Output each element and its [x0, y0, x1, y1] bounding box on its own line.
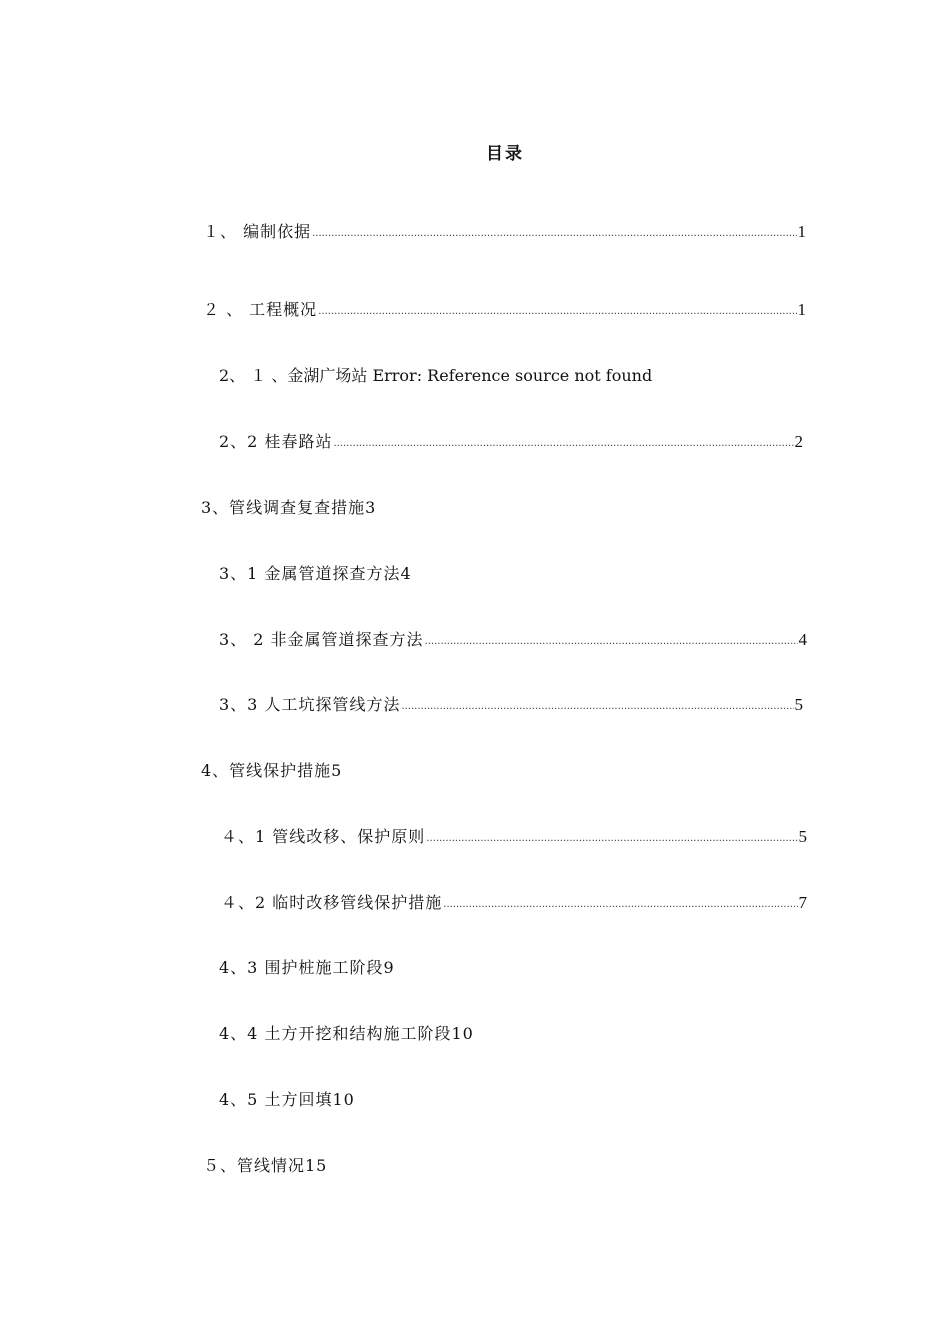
toc-entry-page: 2 — [794, 432, 803, 451]
toc-leader-dots — [443, 894, 797, 916]
toc-entry-label: ２ 、 工程概况 — [203, 300, 318, 319]
toc-entry-label: ５、管线情况15 — [203, 1156, 328, 1175]
toc-title: 目录 — [486, 144, 524, 164]
toc-entry-label: １、 编制依据 — [203, 222, 312, 241]
toc-entry[interactable] — [219, 563, 412, 585]
toc-entry[interactable] — [219, 431, 803, 453]
toc-entry[interactable] — [201, 760, 342, 782]
toc-entry-page: 5 — [798, 827, 807, 846]
toc-leader-dots — [425, 631, 798, 653]
toc-entry[interactable] — [221, 826, 807, 848]
toc-entry-label: 2、 １ 、金湖广场站 Error: Reference source not found — [219, 366, 653, 385]
toc-entry[interactable] — [221, 892, 807, 914]
toc-leader-dots — [333, 433, 793, 455]
toc-entry-page: 5 — [794, 695, 803, 714]
toc-entry[interactable] — [219, 957, 395, 979]
toc-leader-dots — [318, 301, 796, 323]
toc-entry[interactable] — [219, 365, 652, 387]
toc-entry-label: 3、1 金属管道探查方法4 — [219, 564, 412, 583]
toc-entry[interactable] — [219, 629, 807, 651]
toc-entry-label: 3、 2 非金属管道探查方法 — [219, 630, 424, 649]
toc-leader-dots — [426, 828, 797, 850]
toc-entry[interactable] — [219, 1023, 474, 1045]
toc-entry-page: 1 — [797, 222, 806, 241]
toc-entry-label: ４、1 管线改移、保护原则 — [221, 827, 426, 846]
toc-entry[interactable] — [219, 694, 803, 716]
toc-entry-label: 4、管线保护措施5 — [201, 761, 343, 780]
toc-entry-label: 3、3 人工坑探管线方法 — [219, 695, 401, 714]
toc-entry-page: 7 — [798, 893, 807, 912]
toc-leader-dots — [312, 223, 796, 245]
toc-entry-page: 4 — [798, 630, 807, 649]
toc-entry[interactable] — [203, 299, 806, 321]
toc-entry-label: 4、3 围护桩施工阶段9 — [219, 958, 395, 977]
toc-entry-label: 3、管线调查复查措施3 — [201, 498, 377, 517]
toc-entry-label: ４、2 临时改移管线保护措施 — [221, 893, 443, 912]
toc-entry[interactable] — [203, 221, 806, 243]
toc-entry-page: 1 — [797, 300, 806, 319]
toc-entry[interactable] — [203, 1155, 327, 1177]
toc-entry[interactable] — [201, 497, 376, 519]
toc-entry[interactable] — [219, 1089, 355, 1111]
toc-entry-label: 4、5 土方回填10 — [219, 1090, 355, 1109]
toc-entry-label: 4、4 土方开挖和结构施工阶段10 — [219, 1024, 474, 1043]
toc-entry-label: 2、2 桂春路站 — [219, 432, 333, 451]
toc-leader-dots — [401, 696, 793, 718]
